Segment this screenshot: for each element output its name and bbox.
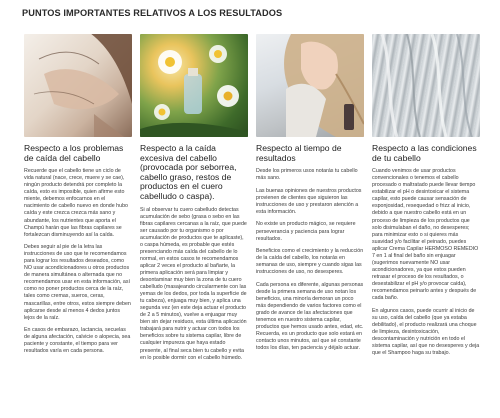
paragraph: Si al observar tu cuero cabelludo detectas acumulación de sebo (grasa o sebo en las fibras capilares cercanas a la raíz, que puede ser causado por tu organismo o por acumulación de productos que te aplicaste), o caspa húmeda, es probable que estés presenciando más caída del cabello de lo normal, en estos casos te recomendamos aplicar 2 veces el producto al bañarte, la primera aplicación será para limpiar y desontaminar muy bien la zona de tu cuero cabelludo (masajeando circularmente con las yemas de los dedos, por toda la superficie de tu cabeza), enjuaga muy bien, y aplica una segunda vez (en este deja actuar el producto de 2 a 5 minutos), vuelve a enjuagar muy bien sin dejar residuos, esta última aplicación trabajará para nutrir y actuar con todos los beneficios sobre tu sistema capilar, libre de cualquier impureza que haya estado presente, al final seca bien tu cabello y evita en lo posible dormir con el cabello húmedo. [140, 206, 247, 361]
paragraph: Beneficios como el crecimiento y la reducción de la caída del cabello, los notarás en semanas de uso, siempre y cuando sigas las instrucciones de uso, no desesperes. [256, 248, 364, 276]
paragraph: En algunos casos, puede ocurrir al inicio de su uso, caída del cabello (que ya estaba debilitado), el producto realizará una choque de limpieza, desintoxicación, descontaminación y nutrición en todo el sistema capilar, así que no desesperes y deja que el Shampoo haga su trabajo. [372, 307, 480, 356]
flowers-illustration [140, 34, 248, 137]
column-hair-condition [372, 34, 480, 362]
hair-scalp-photo [24, 34, 132, 137]
hair-scalp-illustration [24, 34, 132, 137]
paragraph: Cuando venimos de usar productos convencionales o tenemos el cabello procesado o maltratado puede llevar tiempo estabilizar el pH o desintoxicar el sistema capilar, esto puede causar sensación de esponjosidad, resequedad o frizz al inicio, debido a que nuestro cabello está en un proceso de limpieza de los productos que solo disimulaban el daño, no desesperes; para minimizar esto o si quieres más suavidad y/o facilitar el peinado, puedes aplicar Crema Capilar HERMOSO REMEDIO 7 en 1 al final del baño sin enjuagar (sugerimos nuevamente NO usar acondicionadores, ya que estos pueden retrasar el proceso de los resultados, o desestabilizar el pH y/o provocar caída), recomendamos peinarlo antes y después de cada baño. [372, 168, 479, 302]
paragraph: Cada persona es diferente, algunas personas desde la primera semana de uso notan los beneficios, una minoría demoran un poco más dependiendo de varios factores como el grado de avance de las afectaciones que tenemos en nuestro sistema capilar, productos que hemos usado antes, edad, etc. Recuerda, es un producto que solo estará en contacto unos minutos, así que sé constante todos los días, ten paciencia y déjalo actuar. [256, 281, 364, 352]
column-body [24, 168, 132, 355]
column-heading: Respecto a los problemas de caída del cabello [24, 143, 124, 163]
paragraph: No existe un producto mágico, se requiere perseverancia y paciencia para lograr resultados. [256, 221, 356, 242]
paragraph: Las buenas opiniones de nuestros productos provienen de clientes que siguieron las instrucciones de uso y prestaron atención a esta información. [256, 187, 362, 215]
paragraph: Recuerde que el cabello tiene un ciclo de vida natural (nace, crece, muere y se cae), ningún producto detendrá por completo la caída, esto es imposible, quien afirme esto miente, debemos enfocarnos en el nacimiento de cabello nuevo en donde hubo caída y este crezca crezca más sano y abundante, los nutrientes que aporta el Champú harán que las fibras capilares se fortalezcan disminuyendo así la caída. [24, 168, 128, 238]
column-results-time [256, 34, 364, 358]
woman-photo [256, 34, 364, 137]
woman-illustration [256, 34, 364, 137]
column-body [256, 168, 364, 352]
column-body [372, 168, 480, 357]
paragraph: Debes seguir al pie de la letra las instrucciones de uso que te recomendamos para lograr los resultados deseados, como NO usar acondicionadores u otros productos de manera simultánea o alternada que no recomendamos usar en esta información, así como no poner productos cerca de la raíz, tales como cremas, sueros, ceras, mascarillas, entre otros, estos siempre deben aplicarse desde al menos 4 dedos juntos lejos de la raíz. [24, 244, 131, 321]
column-hair-loss [24, 34, 132, 361]
hair-strands-photo [372, 34, 480, 137]
column-excessive-loss [140, 34, 248, 367]
column-heading: Respecto al tiempo de resultados [256, 143, 342, 163]
page-title: PUNTOS IMPORTANTES RELATIVOS A LOS RESULTADOS [22, 8, 283, 18]
column-body [140, 207, 248, 362]
column-heading: Respecto a la caída excesiva del cabello (provocada por seborrea, cabello graso, restos de productos en el cuero cabelludo o caspa). [140, 143, 237, 201]
paragraph: Desde los primeros usos notarás tu cabello más sano. [256, 168, 358, 182]
flowers-photo [140, 34, 248, 137]
hair-strands-illustration [372, 34, 480, 137]
column-heading: Respecto a las condiciones de tu cabello [372, 143, 477, 163]
paragraph: En casos de embarazo, lactancia, secuelas de alguna afectación, calvicie o alopecia, sea paciente y constante, el tiempo para ver resultados varía en cada persona. [24, 327, 131, 355]
